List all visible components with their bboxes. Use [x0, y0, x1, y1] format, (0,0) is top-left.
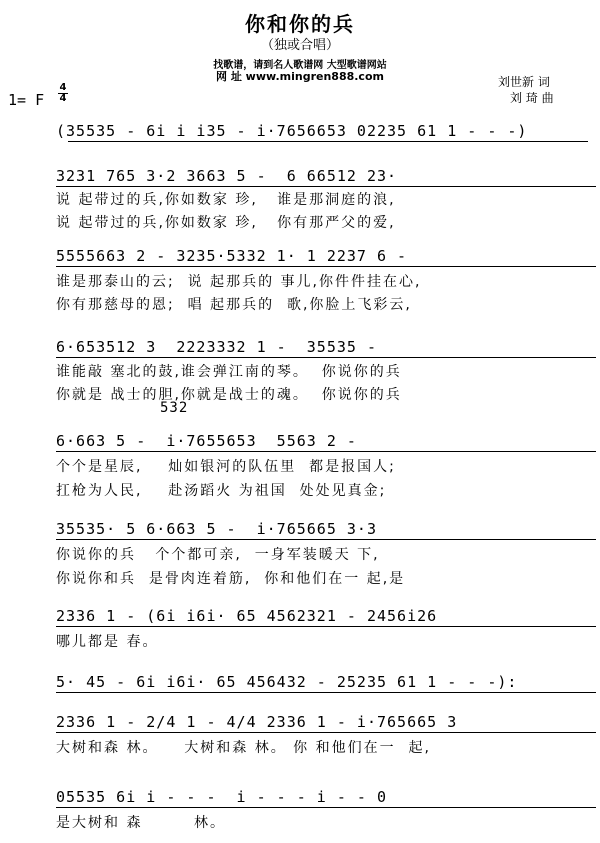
lyric-line-2a: 说 起带过的兵,你如数家 珍, 谁是那洞庭的浪, [56, 192, 396, 208]
beam-line-10 [56, 807, 596, 808]
beam-line-7 [56, 626, 596, 627]
beam-line-9 [56, 732, 596, 733]
song-subtitle: （独或合唱） [260, 38, 339, 53]
beam-line-1 [68, 141, 588, 142]
meter-top: 4 [59, 82, 67, 93]
lyric-line-9a: 大树和森 林。 大树和森 林。 你 和他们在一 起, [56, 740, 431, 756]
site-notice: 找歌谱，请到名人歌谱网 大型歌谱网站 [213, 60, 387, 71]
notation-line-9: 2336 1 - 2/4 1 - 4/4 2336 1 - i·765665 3 [56, 713, 458, 731]
beam-line-8 [56, 692, 596, 693]
lyric-line-3b: 你有那慈母的恩; 唱 起那兵的 歌,你脸上飞彩云, [56, 297, 412, 313]
notation-line-7: 2336 1 - (6i i6i· 65 4562321 - 2456i26 [56, 607, 438, 625]
notation-line-3: 5555663 2 - 3235·5332 1· 1 2237 6 - [56, 247, 408, 265]
notation-line-8: 5· 45 - 6i i6i· 65 456432 - 25235 61 1 - - -): [56, 673, 518, 691]
alternate-notes: 532 [160, 400, 189, 416]
lyric-line-6a: 你说你的兵 个个都可亲, 一身军装暖天 下, [56, 547, 380, 563]
beam-line-6 [56, 539, 596, 540]
beam-line-2 [56, 186, 596, 187]
composer-credit: 刘 琦 曲 [510, 91, 554, 105]
song-title: 你和你的兵 [245, 12, 355, 36]
notation-line-10: 05535 6i i - - - i - - - i - - 0 [56, 788, 388, 806]
notation-line-2: 3231 765 3·2 3663 5 - 6 66512 23· [56, 167, 398, 185]
lyric-line-4b: 你就是 战士的胆,你就是战士的魂。 你说你的兵 [56, 387, 402, 403]
lyricist-credit: 刘世新 词 [498, 75, 550, 89]
lyric-line-3a: 谁是那泰山的云; 说 起那兵的 事儿,你件件挂在心, [56, 274, 422, 290]
lyric-line-6b: 你说你和兵 是骨肉连着筋, 你和他们在一 起,是 [56, 571, 406, 587]
beam-line-5 [56, 451, 596, 452]
lyric-line-2b: 说 起带过的兵,你如数家 珍, 你有那严父的爱, [56, 215, 396, 231]
notation-line-6: 35535· 5 6·663 5 - i·765665 3·3 [56, 520, 377, 538]
notation-line-4: 6·653512 3 2223332 1 - 35535 - [56, 338, 377, 356]
notation-line-5: 6·663 5 - i·7655653 5563 2 - [56, 432, 357, 450]
key-signature: 1= F [8, 91, 45, 109]
notation-line-1: (35535 - 6i i i35 - i·7656653 02235 61 1 - - -) [56, 122, 528, 140]
lyric-line-10a: 是大树和 森 林。 [56, 815, 227, 831]
site-url: 网 址 www.mingren888.com [216, 70, 384, 83]
time-signature [58, 83, 68, 104]
lyric-line-4a: 谁能敲 塞北的鼓,谁会弹江南的琴。 你说你的兵 [56, 364, 402, 380]
beam-line-3 [56, 266, 596, 267]
beam-line-4 [56, 357, 596, 358]
meter-bottom: 4 [59, 93, 67, 104]
lyric-line-5b: 扛枪为人民, 赴汤蹈火 为祖国 处处见真金; [56, 483, 387, 499]
lyric-line-7a: 哪儿都是 春。 [56, 634, 159, 650]
lyric-line-5a: 个个是星辰, 灿如银河的队伍里 都是报国人; [56, 459, 396, 475]
